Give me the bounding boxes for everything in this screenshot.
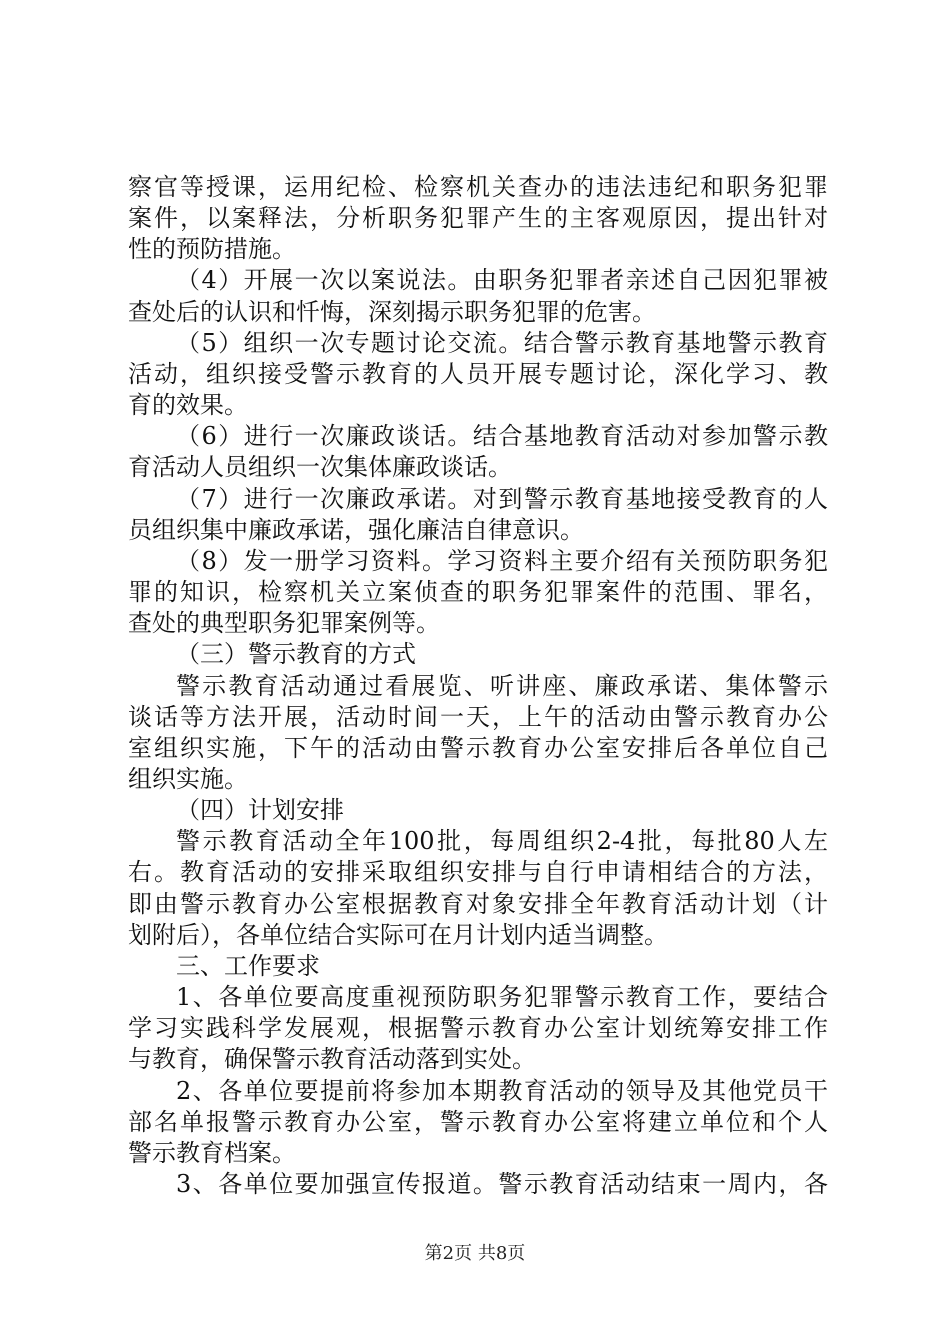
paragraph-line: 活动，组织接受警示教育的人员开展专题讨论，深化学习、教 — [128, 360, 828, 388]
paragraph-line: （7）进行一次廉政承诺。对到警示教育基地接受教育的人 — [176, 485, 828, 513]
section-heading: （三）警示教育的方式 — [176, 640, 416, 668]
paragraph-line: 即由警示教育办公室根据教育对象安排全年教育活动计划（计 — [128, 890, 828, 918]
paragraph-line: （6）进行一次廉政谈话。结合基地教育活动对参加警示教 — [176, 422, 828, 450]
paragraph-line: 查处后的认识和忏悔，深刻揭示职务犯罪的危害。 — [128, 298, 656, 326]
section-heading: （四）计划安排 — [176, 796, 344, 824]
paragraph-line: 室组织实施，下午的活动由警示教育办公室安排后各单位自己 — [128, 734, 828, 762]
paragraph-line: 察官等授课，运用纪检、检察机关查办的违法违纪和职务犯罪 — [128, 173, 828, 201]
paragraph-line: 组织实施。 — [128, 765, 248, 793]
paragraph-line: 性的预防措施。 — [128, 235, 296, 263]
paragraph-line: 谈话等方法开展，活动时间一天，上午的活动由警示教育办公 — [128, 703, 828, 731]
paragraph-line: 划附后），各单位结合实际可在月计划内适当调整。 — [128, 921, 668, 949]
paragraph-line: 育的效果。 — [128, 391, 248, 419]
paragraph-line: 警示教育活动通过看展览、听讲座、廉政承诺、集体警示 — [176, 672, 828, 700]
paragraph-line: 1、各单位要高度重视预防职务犯罪警示教育工作，要结合 — [176, 983, 828, 1011]
paragraph-line: 学习实践科学发展观，根据警示教育办公室计划统筹安排工作 — [128, 1014, 828, 1042]
paragraph-line: 警示教育活动全年100批，每周组织2-4批，每批80人左 — [176, 827, 828, 855]
paragraph-line: 员组织集中廉政承诺，强化廉洁自律意识。 — [128, 516, 584, 544]
paragraph-line: （8）发一册学习资料。学习资料主要介绍有关预防职务犯 — [176, 547, 828, 575]
paragraph-line: （5）组织一次专题讨论交流。结合警示教育基地警示教育 — [176, 329, 828, 357]
paragraph-line: 3、各单位要加强宣传报道。警示教育活动结束一周内，各 — [176, 1170, 828, 1198]
paragraph-line: 案件，以案释法，分析职务犯罪产生的主客观原因，提出针对 — [128, 204, 828, 232]
page-footer: 第2页 共8页 — [424, 1243, 526, 1264]
paragraph-line: 2、各单位要提前将参加本期教育活动的领导及其他党员干 — [176, 1077, 828, 1105]
paragraph-line: （4）开展一次以案说法。由职务犯罪者亲述自己因犯罪被 — [176, 266, 828, 294]
paragraph-line: 查处的典型职务犯罪案例等。 — [128, 609, 440, 637]
section-heading: 三、工作要求 — [176, 952, 320, 980]
paragraph-line: 警示教育档案。 — [128, 1139, 296, 1167]
paragraph-line: 与教育，确保警示教育活动落到实处。 — [128, 1045, 536, 1073]
paragraph-line: 右。教育活动的安排采取组织安排与自行申请相结合的方法， — [128, 858, 828, 886]
paragraph-line: 部名单报警示教育办公室，警示教育办公室将建立单位和个人 — [128, 1108, 828, 1136]
paragraph-line: 罪的知识，检察机关立案侦查的职务犯罪案件的范围、罪名， — [128, 578, 828, 606]
paragraph-line: 育活动人员组织一次集体廉政谈话。 — [128, 453, 512, 481]
